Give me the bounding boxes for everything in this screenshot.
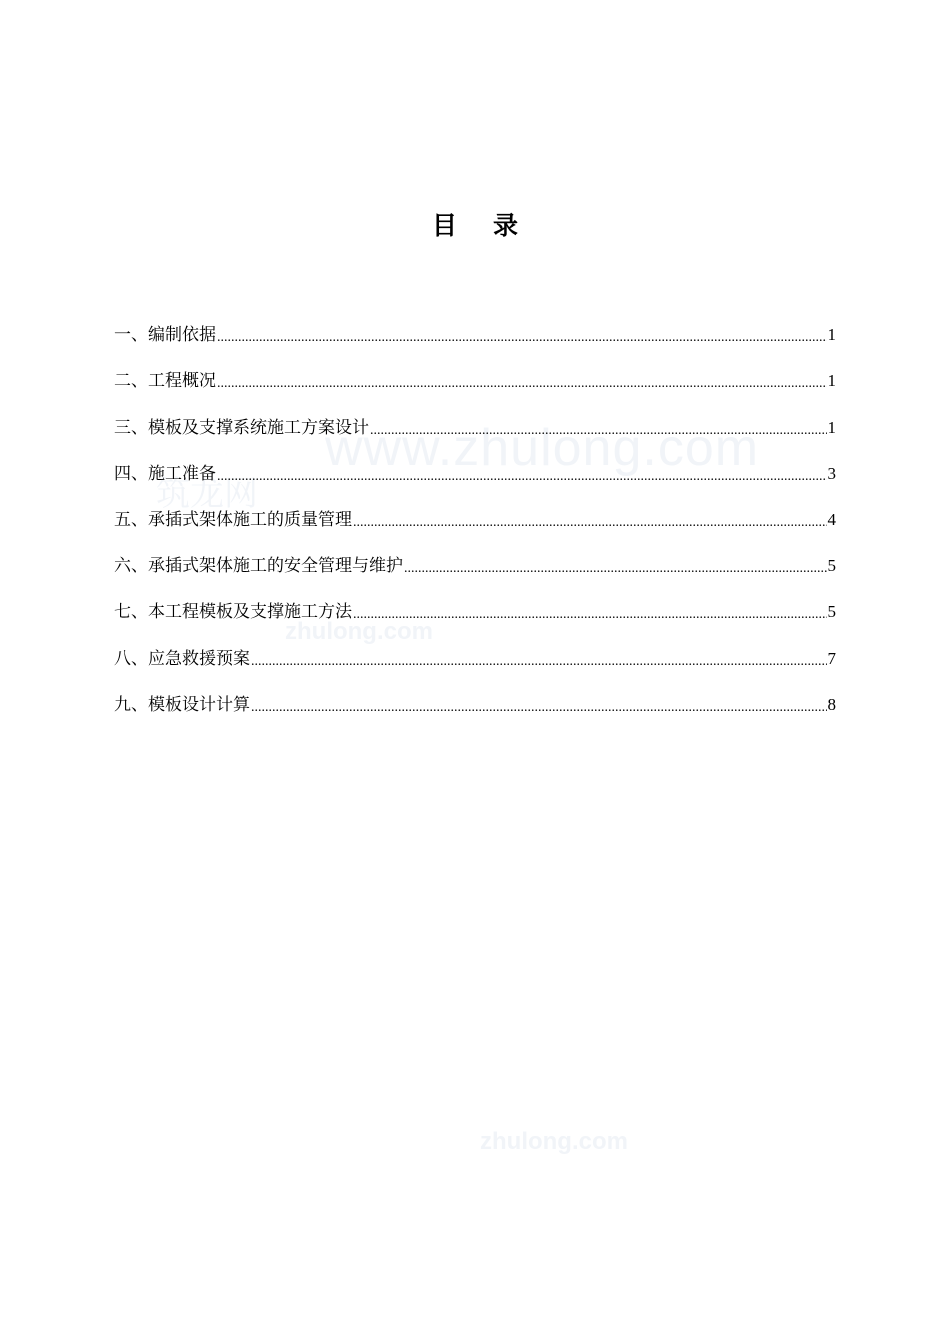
toc-entry-page: 4: [827, 509, 836, 529]
toc-entry-page: 1: [827, 371, 836, 391]
toc-leader-dots: [217, 325, 827, 351]
toc-entry-page: 8: [827, 694, 836, 714]
watermark-site-large: www.zhulong.com: [325, 419, 760, 477]
toc-entry-1[interactable]: [114, 305, 836, 351]
toc-entry-label: 六、承插式架体施工的安全管理与维护: [114, 556, 403, 577]
toc-leader-dots: [353, 510, 827, 536]
toc-entry-label: 一、编制依据: [114, 325, 216, 346]
toc-leader-dots: [251, 649, 827, 675]
toc-entry-label: 五、承插式架体施工的质量管理: [114, 509, 352, 530]
page-title: 目录: [431, 211, 554, 240]
toc-leader-dots: [370, 418, 827, 444]
toc-entry-6[interactable]: [114, 536, 836, 582]
toc-entry-7[interactable]: [114, 582, 836, 628]
toc-entry-label: 三、模板及支撑系统施工方案设计: [114, 417, 369, 438]
toc-entry-page: 5: [827, 556, 836, 576]
toc-entry-label: 四、施工准备: [114, 463, 216, 484]
toc-leader-dots: [251, 695, 827, 721]
toc-entry-label: 九、模板设计计算: [114, 694, 250, 715]
toc-entry-label: 二、工程概况: [114, 371, 216, 392]
watermark-site-bottom: zhulong.com: [480, 1128, 628, 1155]
toc-leader-dots: [217, 464, 827, 490]
toc-entry-9[interactable]: [114, 675, 836, 721]
toc-entry-5[interactable]: [114, 490, 836, 536]
toc-entry-page: 1: [827, 417, 836, 437]
toc-entry-label: 七、本工程模板及支撑施工方法: [114, 602, 352, 623]
toc-entry-page: 7: [827, 648, 836, 668]
toc-entry-4[interactable]: [114, 444, 836, 490]
watermark-brand: 筑龙网: [156, 474, 258, 514]
toc-entry-2[interactable]: [114, 351, 836, 397]
toc-entry-page: 3: [827, 463, 836, 483]
toc-entry-page: 1: [827, 325, 836, 345]
toc-entry-label: 八、应急救援预案: [114, 648, 250, 669]
toc-entry-3[interactable]: [114, 397, 836, 443]
table-of-contents: [114, 305, 836, 721]
toc-entry-8[interactable]: [114, 628, 836, 674]
toc-leader-dots: [217, 371, 827, 397]
watermark-site-small: zhulong.com: [285, 618, 433, 645]
toc-entry-page: 5: [827, 602, 836, 622]
toc-leader-dots: [404, 556, 827, 582]
toc-leader-dots: [353, 602, 827, 628]
